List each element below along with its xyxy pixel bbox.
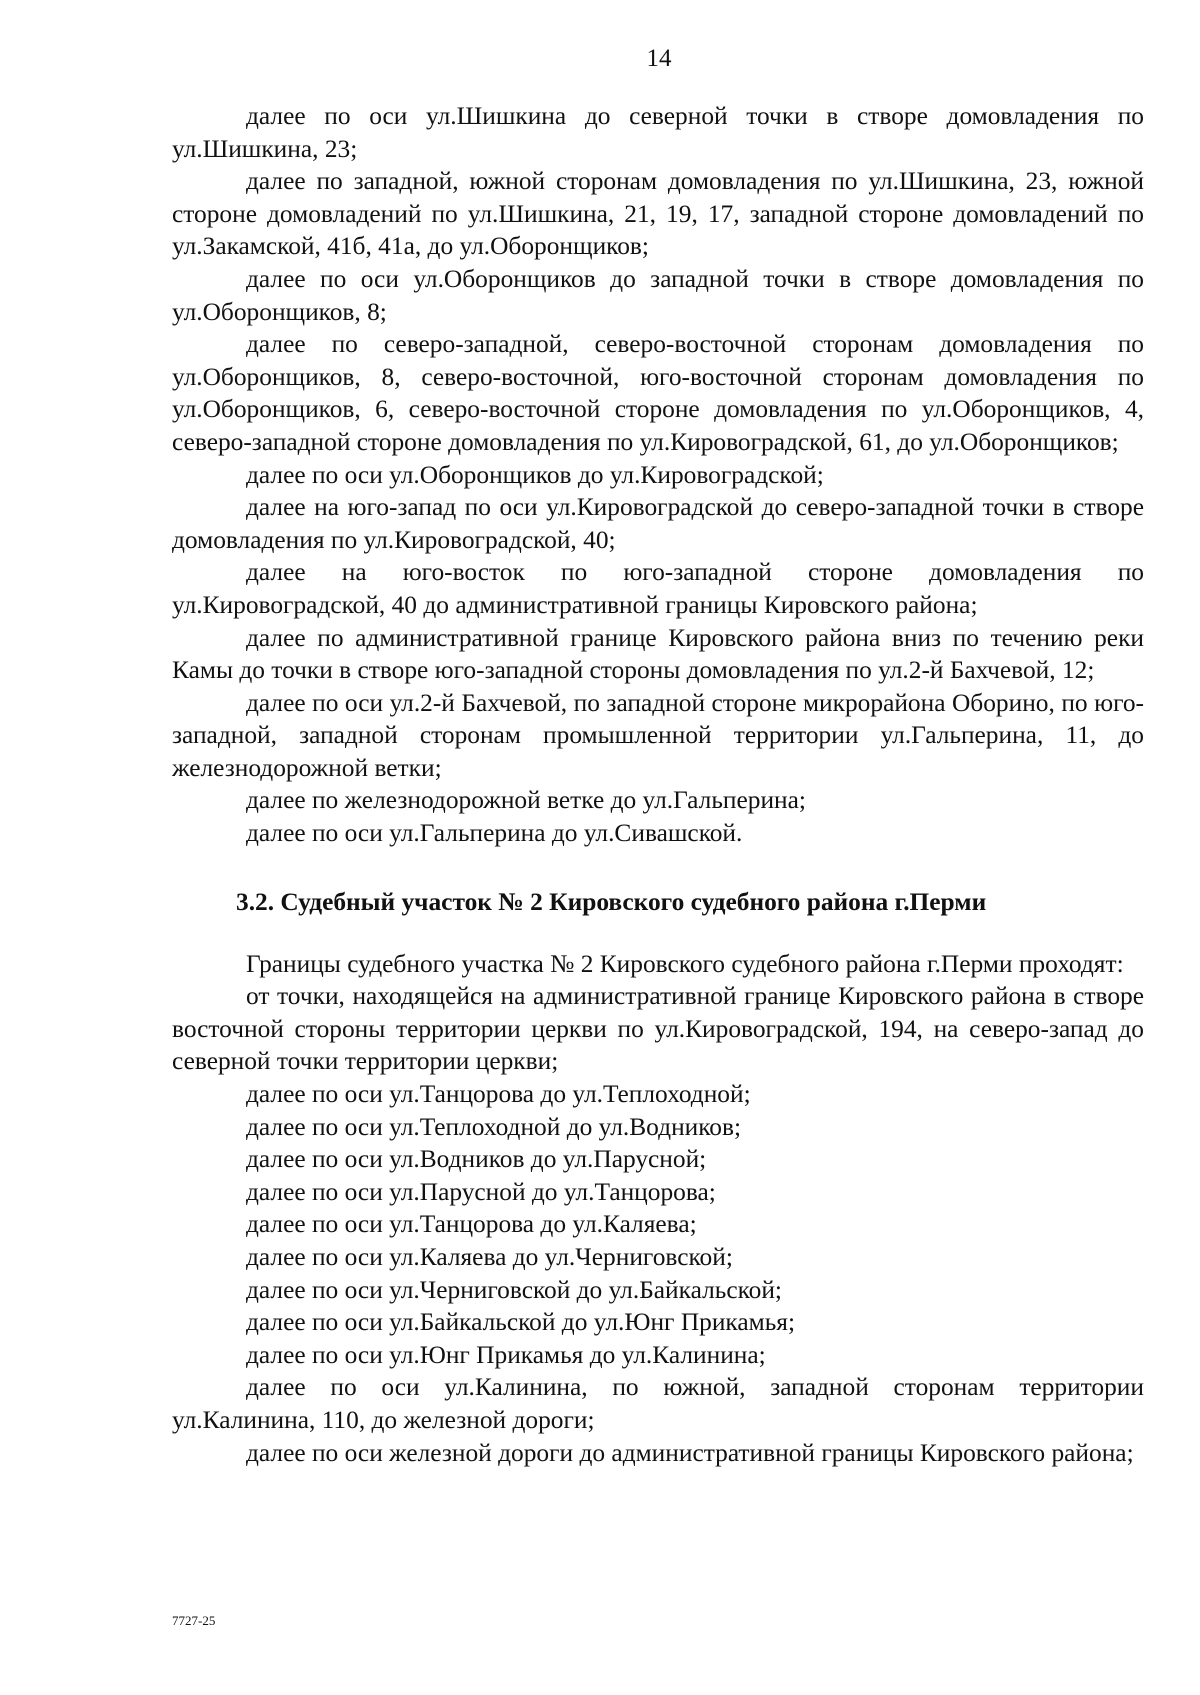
document-body [172, 100, 1144, 1469]
paragraph: далее по западной, южной сторонам домовладения по ул.Шишкина, 23, южной стороне домовладений по ул.Шишкина, 21, 19, 17, западной стороне домовладений по ул.Закамской, 41б, 41а, до ул.Оборонщиков; [172, 167, 1144, 261]
paragraph: от точки, находящейся на административной границе Кировского района в створе восточной стороны территории церкви по ул.Кировоградской, 194, на северо-запад до северной точки территории церкви; [172, 982, 1144, 1076]
paragraph: далее по оси ул.Оборонщиков до западной точки в створе домовладения по ул.Оборонщиков, 8; [172, 264, 1144, 326]
paragraph: далее по оси железной дороги до административной границы Кировского района; [246, 1438, 1134, 1467]
boundary-description-section-3-2 [172, 948, 1144, 1470]
paragraph: далее на юго-восток по юго-западной стороне домовладения по ул.Кировоградской, 40 до административной границы Кировского района; [172, 558, 1144, 619]
paragraph: далее по оси ул.Каляева до ул.Черниговской; [246, 1243, 733, 1271]
paragraph: далее по оси ул.Гальперина до ул.Сивашской. [246, 819, 743, 848]
paragraph: далее по административной границе Кировского района вниз по течению реки Камы до точки в створе юго-западной стороны домовладения по ул.2-й Бахчевой, 12; [172, 623, 1144, 685]
paragraph: Границы судебного участка № 2 Кировского судебного района г.Перми проходят: [246, 949, 1124, 978]
document-code: 7727-25 [172, 1613, 216, 1628]
paragraph: далее по оси ул.Теплоходной до ул.Водников; [246, 1112, 742, 1141]
paragraph: далее по северо-западной, северо-восточной сторонам домовладения по ул.Оборонщиков, 8, северо-восточной, юго-восточной сторонам домовладения по ул.Оборонщиков, 6, северо-восточной стороне домовладения по ул.Оборонщиков, 4, северо-западной стороне домовладения по ул.Кировоградской, 61, до ул.Оборонщиков; [172, 330, 1144, 456]
paragraph: далее по оси ул.Шишкина до северной точки в створе домовладения по ул.Шишкина, 23; [172, 102, 1144, 163]
paragraph: далее по оси ул.Танцорова до ул.Теплоходной; [246, 1080, 751, 1109]
section-heading: 3.2. Судебный участок № 2 Кировского судебного района г.Перми [236, 887, 987, 916]
paragraph: далее на юго-запад по оси ул.Кировоградской до северо-западной точки в створе домовладения по ул.Кировоградской, 40; [172, 493, 1144, 554]
boundary-description-continued [172, 100, 1144, 850]
paragraph: далее по оси ул.Юнг Прикамья до ул.Калинина; [246, 1340, 766, 1369]
paragraph: далее по оси ул.2-й Бахчевой, по западной стороне микрорайона Оборино, по юго-западной, западной сторонам промышленной территории ул.Гальперина, 11, до железнодорожной ветки; [172, 688, 1144, 782]
paragraph: далее по оси ул.Байкальской до ул.Юнг Прикамья; [246, 1308, 796, 1337]
paragraph: далее по оси ул.Парусной до ул.Танцорова; [246, 1177, 716, 1206]
paragraph: далее по оси ул.Оборонщиков до ул.Кировоградской; [246, 460, 824, 489]
paragraph: далее по железнодорожной ветке до ул.Гальперина; [246, 786, 806, 815]
page-number: 14 [646, 45, 672, 72]
paragraph: далее по оси ул.Черниговской до ул.Байкальской; [246, 1275, 782, 1304]
paragraph: далее по оси ул.Калинина, по южной, западной сторонам территории ул.Калинина, 110, до железной дороги; [172, 1373, 1144, 1434]
paragraph: далее по оси ул.Водников до ул.Парусной; [246, 1145, 707, 1174]
paragraph: далее по оси ул.Танцорова до ул.Каляева; [246, 1210, 697, 1239]
